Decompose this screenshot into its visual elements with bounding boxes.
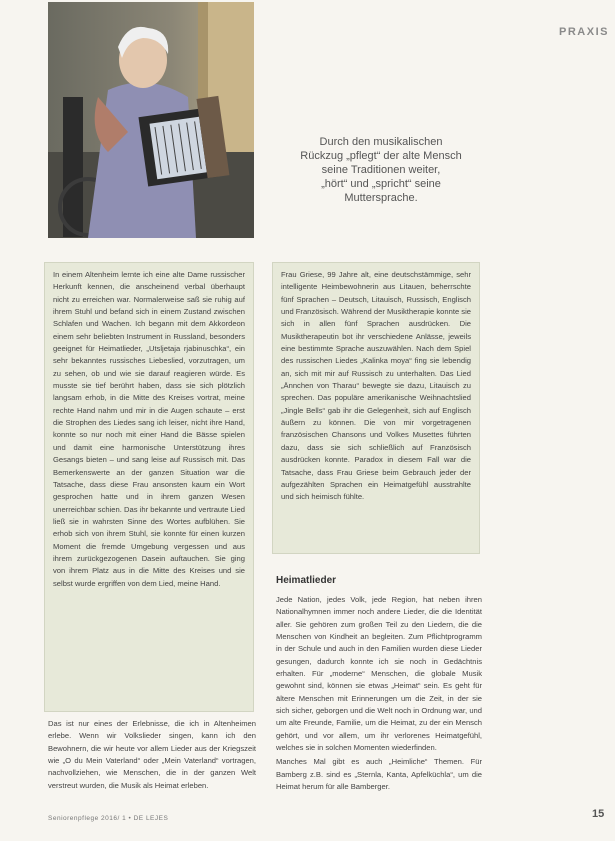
column-right-bottom bbox=[276, 594, 482, 806]
pull-quote bbox=[286, 135, 476, 205]
column-left-bottom bbox=[48, 718, 256, 806]
quote-line: Muttersprache. bbox=[344, 192, 418, 204]
body-text: Manches Mal gibt es auch „Heimliche“ Themen. Für Bamberg z.B. sind es „Sternla, Kanta, Apfelküchla“, um die Heimat herum für alle Bamberger. bbox=[276, 757, 482, 792]
quote-line: seine Traditionen weiter, bbox=[321, 164, 441, 176]
case-box-left bbox=[44, 262, 254, 712]
page-number: 15 bbox=[592, 808, 605, 820]
case-text: In einem Altenheim lernte ich eine alte Dame russischer Herkunft kennen, die anscheinend verbal überhaupt nicht zu erreichen war. Normalerweise saß sie ruhig auf ihrem Stuhl und befand sich in einem Zustand zwischen Schlafen und Wachen. Ich begann mit dem Akkordeon einem sehr beliebten Instrument in Russland, besonders geeignet für Heimatlieder, „Utsljetaja rjabinuschka“, ein sehr bekanntes russisches Liebeslied, vorzutragen, um zu sehen, ob und wie sie darauf reagieren würde. Es musste sie tief berührt haben, dass sie sich plötzlich langsam erhob, in die Mitte des Kreises vortrat, meine rechte Hand nahm und mir in die Augen schaute – erst die Strophen des Liedes sang ich leiser, nicht ihre Hand, konnte so nur noch mit einer Hand die Bässe spielen und damit eine harmonische Unterstützung ihres Gesangs bieten – und sang leise auf Russisch mit. Das Bemerkenswerte an der ganzen Situation war die Tatsache, dass diese Frau ansonsten kaum ein Wort gesprochen hatte und in ihrem ganzen Wesen unerreichbar schien. Das ihr bekannte und vertraute Lied ließ sie in wahrsten Sinne des Wortes aufblühen. Sie erhob sich von ihrem Stuhl, sie konnte für einen kurzen Moment die fremde Umgebung vergessen und aus ihrem zurückgezogenen Dasein auftauchen. Sie ging von ihrem Platz aus in die Mitte des Kreises und sie selbst wurde ergriffen von dem Lied, meine Hand. bbox=[53, 270, 245, 588]
footer-credit: Seniorenpflege 2016/ 1 • DE LEJES bbox=[48, 815, 169, 822]
quote-line: „hört“ und „spricht“ seine bbox=[321, 178, 441, 190]
quote-line: Rückzug „pflegt“ der alte Mensch bbox=[300, 150, 462, 162]
case-box-right bbox=[272, 262, 480, 554]
section-heading: Heimatlieder bbox=[276, 575, 337, 586]
accordion-player-photo bbox=[48, 2, 254, 238]
section-label: PRAXIS bbox=[559, 26, 609, 38]
body-text: Das ist nur eines der Erlebnisse, die ich in Altenheimen erlebe. Wenn wir Volkslieder singen, kann ich den Bewohnern, die wir heute vor allem Lieder aus der Kriegszeit wie „O du Mein Vaterland“ oder „Mein Vaterland“ vortragen, nachvollziehen, wie Menschen, die in der ganzen Welt verstreut wurden, die Musik als Heimat erleben. bbox=[48, 719, 256, 790]
body-text: Jede Nation, jedes Volk, jede Region, hat neben ihren Nationalhymnen immer noch andere Lieder, die die Identität aller. Sie gehören zum großen Teil zu den Liedern, die die Menschen von Kindheit an begleiten. Zum Pflichtprogramm in der Schule und auch in den Familien wurden diese Lieder gesungen, dadurch konnte ich sie noch in Gedächtnis erhalten. Für „moderne“ Menschen, die globale Musik gewohnt sind, können sie etwas „Heimat“ sein. Es geht für ältere Menschen mit Erinnerungen um die Zeit, in der sie sich sicher, geborgen und die Welt noch in Ordnung war, und um alte Freunde, Familie, um die Heimat, zu der ein Mensch gehört, und vor allem, um ihr verlorenes Heimatgefühl, welches sie in solchen Momenten wiederfinden. bbox=[276, 595, 482, 753]
quote-line: Durch den musikalischen bbox=[319, 136, 443, 148]
case-text: Frau Griese, 99 Jahre alt, eine deutschstämmige, sehr intelligente Heimbewohnerin aus Litauen, beherrschte fünf Sprachen – Deutsch, Litauisch, Russisch, Englisch und Französisch. Während der Musiktherapie konnte sie sich in allen fünf Sprachen ausdrücken. Die Musiktherapeutin bot ihr verschiedene Anlässe, jeweils eine bestimmte Sprache auszuwählen. Nach dem Spiel des russischen Liedes „Kalinka moya“ fing sie lebendig an, sich mit mir auf Russisch zu unterhalten. Das Lied „Ännchen von Tharau“ bewegte sie dazu, Litauisch zu sprechen. Das populäre amerikanische Weihnachtslied „Jingle Bells“ gab ihr die Gelegenheit, sich auf Englisch äußern zu können. Die von mir vorgetragenen französischen Chansons und Volkes Musettes führten dazu, dass sie sich schließlich auf Französisch ausdrücken konnte. Paradox in diesem Fall war die Tatsache, dass Frau Griese beim Gebrauch jeder der aufgezählten Sprachen ein Heimatgefühl ausstrahlte und sich heimisch fühlte. bbox=[281, 270, 471, 502]
